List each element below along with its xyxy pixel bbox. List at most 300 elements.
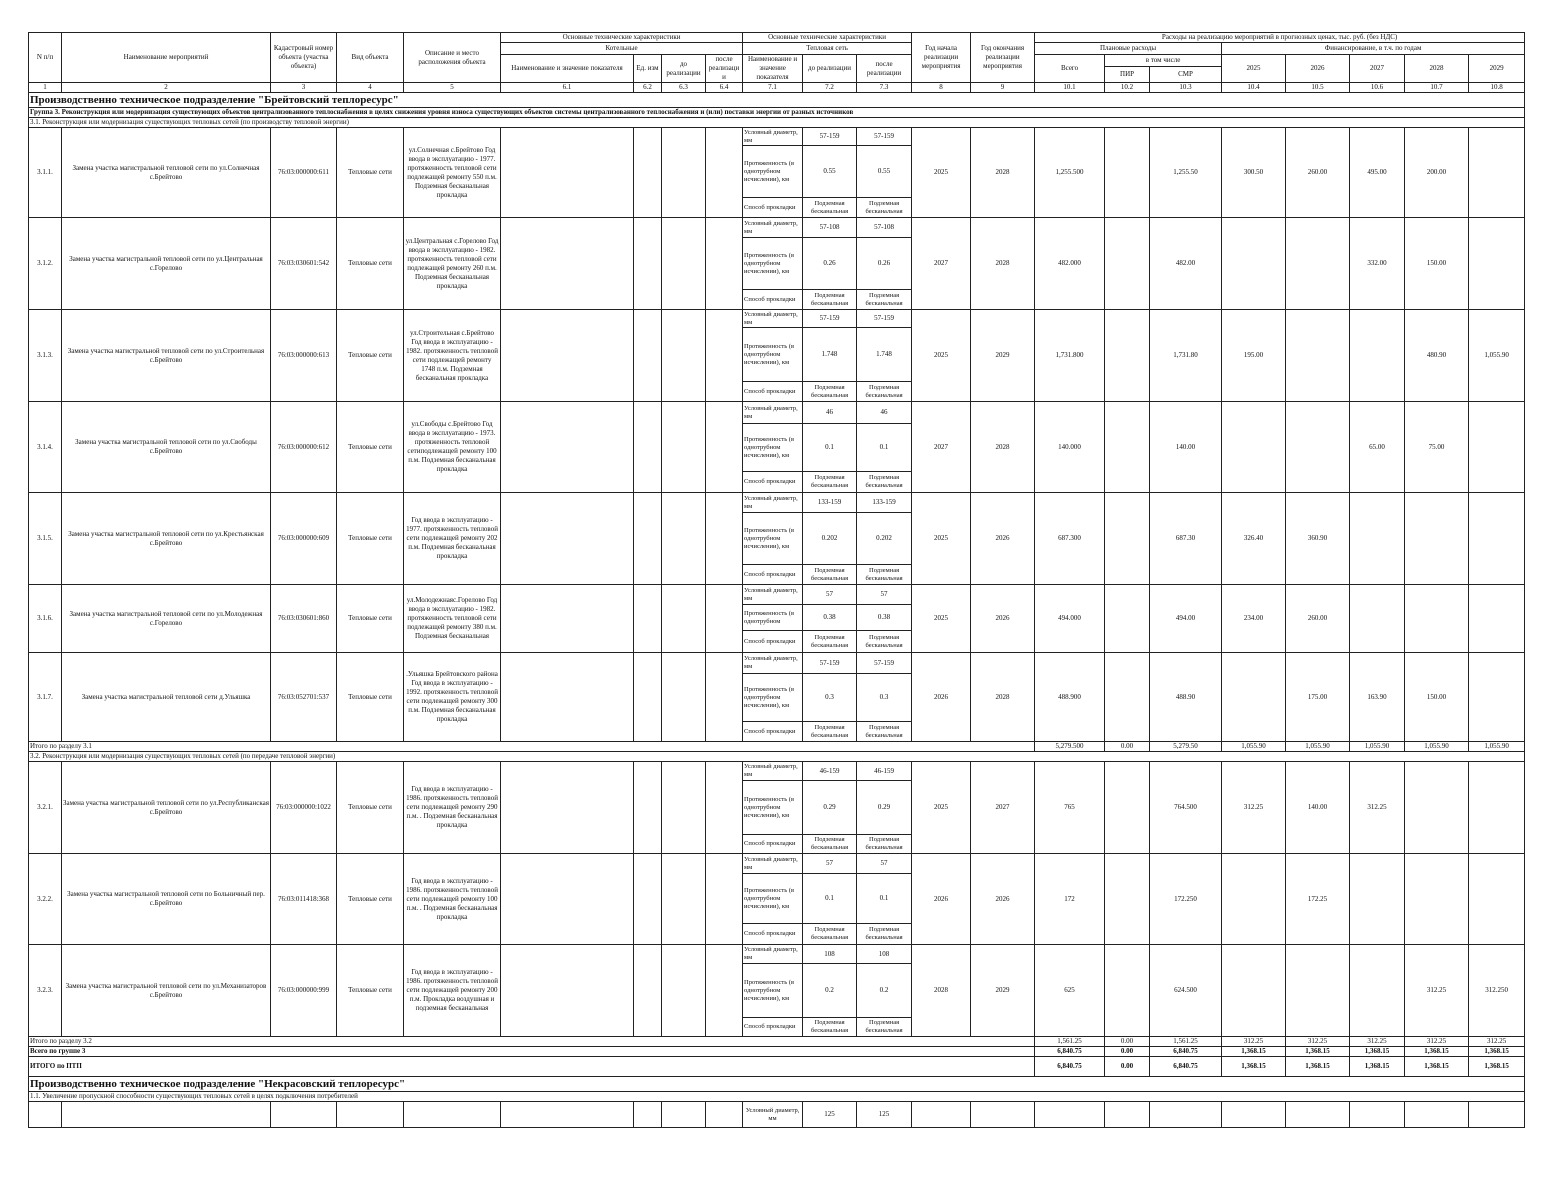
item-cadastre: 76:03:052701:537	[271, 653, 337, 742]
method-label: Способ прокладки	[743, 722, 803, 742]
financing-2027	[1350, 945, 1405, 1037]
financing-2025	[1222, 218, 1286, 310]
item-description: Год ввода в эксплуатацию - 1986. протяженность тепловой сети подлежащей ремонту 200 п.м. Прокладка воздушная и подземная бесканальная	[404, 945, 501, 1037]
length-label: Протяженность (в однотрубном	[743, 605, 803, 631]
diameter-after: 46	[857, 402, 912, 424]
item-number: 3.1.3.	[29, 310, 62, 402]
diameter-before: 125	[803, 1102, 857, 1128]
financing-2029	[1469, 402, 1525, 493]
financing-2025	[1222, 653, 1286, 742]
financing-2027	[1350, 310, 1405, 402]
total-2027: 1,368.15	[1350, 1047, 1405, 1057]
diameter-after: 57-108	[857, 218, 912, 238]
method-label: Способ прокладки	[743, 631, 803, 653]
cost-smr: 172.250	[1150, 854, 1222, 945]
total-2026: 1,055.90	[1286, 742, 1350, 752]
group-title-label: Группа 3. Реконструкция или модернизация существующих объектов централизованного теплоснабжения в целях снижения уровня износа существующих объектов системы централизованного теплоснабжения и (или) поставки энергии от разных источников	[29, 108, 1525, 118]
item-description: ул.Солнечная с.Брейтово Год ввода в эксплуатацию - 1977. протяженность тепловой сети подлежащей ремонту 550 п.м. Подземная бесканальная прокладка	[404, 128, 501, 218]
cost-total: 687.300	[1035, 493, 1105, 585]
total-2029: 1,368.15	[1469, 1047, 1525, 1057]
column-number: 10.6	[1350, 83, 1405, 93]
method-before: Подземная бесканальная	[803, 382, 857, 402]
group-total-row	[29, 1047, 1525, 1057]
total-2029: 312.25	[1469, 1037, 1525, 1047]
item-name: Замена участка магистральной тепловой сети по ул.Механизаторов с.Брейтово	[62, 945, 271, 1037]
total-2025: 1,368.15	[1222, 1047, 1286, 1057]
financing-2027	[1350, 585, 1405, 653]
table-row	[29, 1102, 1525, 1128]
length-label: Протяженность (в однотрубном исчислении), км	[743, 513, 803, 565]
financing-2029: 1,055.90	[1469, 310, 1525, 402]
total-2027: 1,055.90	[1350, 742, 1405, 752]
cost-pir	[1105, 762, 1150, 854]
year-header-2026: 2026	[1286, 55, 1350, 83]
diameter-before: 46	[803, 402, 857, 424]
subsection-title-label: 1.1. Увеличение пропускной способности существующих тепловых сетей в целях подключения потребителей	[29, 1092, 1525, 1102]
year-start: 2025	[912, 493, 971, 585]
method-before: Подземная бесканальная	[803, 722, 857, 742]
boiler-empty-cell	[706, 310, 743, 402]
item-number: 3.1.6.	[29, 585, 62, 653]
financing-2028	[1405, 762, 1469, 854]
item-cadastre: 76:03:000000:999	[271, 945, 337, 1037]
diameter-label: Условный диаметр, мм	[743, 218, 803, 238]
total-smr: 6,840.75	[1150, 1047, 1222, 1057]
financing-2026: 140.00	[1286, 762, 1350, 854]
cost-pir	[1105, 493, 1150, 585]
diameter-before: 57	[803, 585, 857, 605]
cost-total: 482.000	[1035, 218, 1105, 310]
boiler-empty-cell	[662, 128, 706, 218]
total-pir: 0.00	[1105, 742, 1150, 752]
boiler-empty-cell	[662, 945, 706, 1037]
empty-cell	[662, 1102, 706, 1128]
item-cadastre: 76:03:000000:612	[271, 402, 337, 493]
boiler-empty-cell	[706, 854, 743, 945]
item-type: Тепловые сети	[337, 945, 404, 1037]
column-number: 7.3	[857, 83, 912, 93]
item-cadastre: 76:03:000000:1022	[271, 762, 337, 854]
length-label: Протяженность (в однотрубном исчислении), км	[743, 238, 803, 290]
empty-cell	[404, 1102, 501, 1128]
year-header-2025: 2025	[1222, 55, 1286, 83]
table-row	[29, 128, 1525, 146]
year-end: 2028	[971, 653, 1035, 742]
diameter-after: 57-159	[857, 310, 912, 328]
length-after: 0.2	[857, 964, 912, 1018]
financing-2027: 65.00	[1350, 402, 1405, 493]
item-name: Замена участка магистральной тепловой сети по ул.Свободы с.Брейтово	[62, 402, 271, 493]
investment-program-table	[28, 32, 1524, 1128]
length-before: 0.29	[803, 781, 857, 835]
financing-2029	[1469, 493, 1525, 585]
boiler-empty-cell	[501, 310, 634, 402]
item-cadastre: 76:03:000000:611	[271, 128, 337, 218]
ptp-total-row	[29, 1057, 1525, 1077]
cost-pir	[1105, 310, 1150, 402]
column-number: 10.8	[1469, 83, 1525, 93]
empty-cell	[706, 1102, 743, 1128]
empty-cell	[1150, 1102, 1222, 1128]
column-number: 10.4	[1222, 83, 1286, 93]
item-name: Замена участка магистральной тепловой сети по ул.Республиканская с.Брейтово	[62, 762, 271, 854]
item-description: ул.Свободы с.Брейтово Год ввода в эксплуатацию - 1973. протяженность тепловой сетиподлежащей ремонту 100 п.м. Подземная бесканальная прокладка	[404, 402, 501, 493]
financing-2029	[1469, 653, 1525, 742]
length-label: Протяженность (в однотрубном исчислении), км	[743, 424, 803, 472]
item-number: 3.2.2.	[29, 854, 62, 945]
column-number: 1	[29, 83, 62, 93]
item-type: Тепловые сети	[337, 218, 404, 310]
total-pir: 0.00	[1105, 1037, 1150, 1047]
length-after: 0.26	[857, 238, 912, 290]
total-value: 5,279.500	[1035, 742, 1105, 752]
col-year-end-header: Год окончания реализации мероприятия	[971, 33, 1035, 83]
method-before: Подземная бесканальная	[803, 924, 857, 945]
year-end: 2029	[971, 310, 1035, 402]
diameter-before: 108	[803, 945, 857, 964]
boiler-empty-cell	[706, 762, 743, 854]
boiler-empty-cell	[634, 762, 662, 854]
subsection-title	[29, 118, 1525, 128]
boiler-empty-cell	[662, 585, 706, 653]
smr-header: СМР	[1150, 66, 1222, 82]
length-before: 0.1	[803, 424, 857, 472]
financing-2029	[1469, 585, 1525, 653]
heatnet-header: Тепловая сеть	[743, 43, 912, 55]
financing-2028: 150.00	[1405, 218, 1469, 310]
total-2026: 1,368.15	[1286, 1047, 1350, 1057]
financing-header: Финансирование, в т.ч. по годам	[1222, 43, 1525, 55]
boiler-empty-cell	[501, 762, 634, 854]
boiler-empty-cell	[501, 402, 634, 493]
financing-2026: 175.00	[1286, 653, 1350, 742]
boiler-empty-cell	[634, 493, 662, 585]
total-header: Всего	[1035, 55, 1105, 83]
item-type: Тепловые сети	[337, 310, 404, 402]
item-description: Год ввода в эксплуатацию - 1986. протяженность тепловой сети подлежащей ремонту 290 п.м. . Подземная бесканальная прокладка	[404, 762, 501, 854]
item-type: Тепловые сети	[337, 128, 404, 218]
total-smr: 6,840.75	[1150, 1057, 1222, 1077]
empty-cell	[971, 1102, 1035, 1128]
diameter-label: Условный диаметр, мм	[743, 1102, 803, 1128]
section-title-label: Производственно техническое подразделение "Брейтовский теплоресурс"	[29, 93, 1525, 108]
item-number: 3.2.1.	[29, 762, 62, 854]
length-before: 0.55	[803, 146, 857, 198]
subtotal-row	[29, 742, 1525, 752]
financing-2025: 326.40	[1222, 493, 1286, 585]
financing-2028: 480.90	[1405, 310, 1469, 402]
boiler-empty-cell	[662, 218, 706, 310]
method-before: Подземная бесканальная	[803, 631, 857, 653]
planned-header: Плановые расходы	[1035, 43, 1222, 55]
item-cadastre: 76:03:011418:368	[271, 854, 337, 945]
cost-pir	[1105, 402, 1150, 493]
empty-cell	[29, 1102, 62, 1128]
tech-header-heatnet: Основные технические характеристики	[743, 33, 912, 43]
boiler-empty-cell	[662, 762, 706, 854]
column-number: 7.1	[743, 83, 803, 93]
group-title	[29, 108, 1525, 118]
tech-header-boilers: Основные технические характеристики	[501, 33, 743, 43]
diameter-label: Условный диаметр, мм	[743, 854, 803, 874]
boiler-empty-cell	[706, 653, 743, 742]
length-label: Протяженность (в однотрубном исчислении), км	[743, 146, 803, 198]
method-label: Способ прокладки	[743, 1018, 803, 1037]
boiler-empty-cell	[501, 128, 634, 218]
item-cadastre: 76:03:030601:542	[271, 218, 337, 310]
length-after: 0.1	[857, 424, 912, 472]
year-start: 2028	[912, 945, 971, 1037]
total-value: 1,561.25	[1035, 1037, 1105, 1047]
col-name-header: Наименование мероприятий	[62, 33, 271, 83]
item-number: 3.1.5.	[29, 493, 62, 585]
total-2028: 1,055.90	[1405, 742, 1469, 752]
table-row	[29, 585, 1525, 605]
empty-cell	[634, 1102, 662, 1128]
empty-cell	[1105, 1102, 1150, 1128]
ptp-total-row-label: ИТОГО по ПТП	[29, 1057, 1035, 1077]
financing-2026	[1286, 218, 1350, 310]
length-label: Протяженность (в однотрубном исчислении), км	[743, 674, 803, 722]
cost-total: 765	[1035, 762, 1105, 854]
boiler-empty-cell	[662, 310, 706, 402]
diameter-label: Условный диаметр, мм	[743, 310, 803, 328]
item-name: Замена участка магистральной тепловой сети по ул.Крестьянская с.Брейтово	[62, 493, 271, 585]
boiler-empty-cell	[634, 128, 662, 218]
diameter-after: 57	[857, 585, 912, 605]
item-type: Тепловые сети	[337, 402, 404, 493]
item-name: Замена участка магистральной тепловой сети по ул.Центральная с.Горелово	[62, 218, 271, 310]
item-number: 3.1.1.	[29, 128, 62, 218]
length-label: Протяженность (в однотрубном исчислении), км	[743, 781, 803, 835]
boiler-empty-cell	[634, 585, 662, 653]
year-end: 2028	[971, 402, 1035, 493]
subtotal-row	[29, 1037, 1525, 1047]
column-number: 10.1	[1035, 83, 1105, 93]
financing-2025	[1222, 402, 1286, 493]
col-n-header: N п/п	[29, 33, 62, 83]
item-type: Тепловые сети	[337, 493, 404, 585]
length-label: Протяженность (в однотрубном исчислении), км	[743, 964, 803, 1018]
financing-2029	[1469, 128, 1525, 218]
length-after: 0.29	[857, 781, 912, 835]
financing-2026: 172.25	[1286, 854, 1350, 945]
column-number: 6.4	[706, 83, 743, 93]
boiler-empty-cell	[706, 402, 743, 493]
diameter-before: 57-108	[803, 218, 857, 238]
boiler-unit-header: Ед. изм	[634, 55, 662, 83]
boiler-empty-cell	[634, 402, 662, 493]
cost-pir	[1105, 945, 1150, 1037]
financing-2025: 234.00	[1222, 585, 1286, 653]
total-2026: 1,368.15	[1286, 1057, 1350, 1077]
item-cadastre: 76:03:000000:613	[271, 310, 337, 402]
year-start: 2025	[912, 585, 971, 653]
empty-cell	[1350, 1102, 1405, 1128]
financing-2027: 163.90	[1350, 653, 1405, 742]
year-end: 2027	[971, 762, 1035, 854]
boiler-empty-cell	[634, 218, 662, 310]
financing-2025: 195.00	[1222, 310, 1286, 402]
total-smr: 5,279.50	[1150, 742, 1222, 752]
total-2025: 1,368.15	[1222, 1057, 1286, 1077]
group-total-row-label: Всего по группе 3	[29, 1047, 1035, 1057]
financing-2028: 200.00	[1405, 128, 1469, 218]
length-before: 1.748	[803, 328, 857, 382]
year-end: 2026	[971, 585, 1035, 653]
section-title	[29, 1077, 1525, 1092]
diameter-label: Условный диаметр, мм	[743, 653, 803, 674]
column-number: 6.3	[662, 83, 706, 93]
financing-2028	[1405, 493, 1469, 585]
financing-2026: 260.00	[1286, 128, 1350, 218]
col-desc-header: Описание и место расположения объекта	[404, 33, 501, 83]
financing-2026	[1286, 310, 1350, 402]
total-2027: 312.25	[1350, 1037, 1405, 1047]
boiler-empty-cell	[662, 402, 706, 493]
method-before: Подземная бесканальная	[803, 472, 857, 493]
boiler-empty-cell	[662, 493, 706, 585]
year-start: 2026	[912, 854, 971, 945]
column-number: 4	[337, 83, 404, 93]
length-before: 0.38	[803, 605, 857, 631]
boiler-empty-cell	[706, 493, 743, 585]
total-2025: 312.25	[1222, 1037, 1286, 1047]
boiler-empty-cell	[706, 585, 743, 653]
boiler-empty-cell	[706, 128, 743, 218]
method-before: Подземная бесканальная	[803, 198, 857, 218]
total-2028: 312.25	[1405, 1037, 1469, 1047]
column-number: 10.2	[1105, 83, 1150, 93]
column-number: 6.1	[501, 83, 634, 93]
diameter-before: 57	[803, 854, 857, 874]
item-description: ул.Строительная с.Брейтово Год ввода в эксплуатацию - 1982. протяженность тепловой сети подлежащей ремонту 1748 п.м. Подземная бесканальная прокладка	[404, 310, 501, 402]
item-number: 3.2.3.	[29, 945, 62, 1037]
length-after: 0.55	[857, 146, 912, 198]
method-after: Подземная бесканальная	[857, 924, 912, 945]
financing-2025	[1222, 945, 1286, 1037]
method-label: Способ прокладки	[743, 290, 803, 310]
length-before: 0.1	[803, 874, 857, 924]
boiler-empty-cell	[501, 854, 634, 945]
item-description: Год ввода в эксплуатацию - 1977. протяженность тепловой сети подлежащей ремонту 202 п.м. Подземная бесканальная прокладка	[404, 493, 501, 585]
diameter-label: Условный диаметр, мм	[743, 128, 803, 146]
length-before: 0.202	[803, 513, 857, 565]
cost-pir	[1105, 585, 1150, 653]
financing-2029	[1469, 854, 1525, 945]
item-name: Замена участка магистральной тепловой сети по Больничный пер. с.Брейтово	[62, 854, 271, 945]
diameter-after: 57	[857, 854, 912, 874]
financing-2028: 150.00	[1405, 653, 1469, 742]
method-label: Способ прокладки	[743, 472, 803, 493]
diameter-label: Условный диаметр, мм	[743, 945, 803, 964]
cost-smr: 482.00	[1150, 218, 1222, 310]
boiler-empty-cell	[706, 218, 743, 310]
cost-total: 494.000	[1035, 585, 1105, 653]
column-number: 9	[971, 83, 1035, 93]
total-value: 6,840.75	[1035, 1047, 1105, 1057]
pir-header: ПИР	[1105, 66, 1150, 82]
length-after: 1.748	[857, 328, 912, 382]
boiler-empty-cell	[662, 653, 706, 742]
column-number: 6.2	[634, 83, 662, 93]
boiler-empty-cell	[706, 945, 743, 1037]
method-before: Подземная бесканальная	[803, 1018, 857, 1037]
method-label: Способ прокладки	[743, 924, 803, 945]
total-pir: 0.00	[1105, 1047, 1150, 1057]
total-2025: 1,055.90	[1222, 742, 1286, 752]
method-after: Подземная бесканальная	[857, 631, 912, 653]
table-row	[29, 218, 1525, 238]
method-label: Способ прокладки	[743, 198, 803, 218]
method-label: Способ прокладки	[743, 382, 803, 402]
subsection-title-label: 3.1. Реконструкция или модернизация существующих тепловых сетей (по производству тепловой энергии)	[29, 118, 1525, 128]
year-header-2028: 2028	[1405, 55, 1469, 83]
financing-2025	[1222, 854, 1286, 945]
empty-cell	[912, 1102, 971, 1128]
diameter-label: Условный диаметр, мм	[743, 493, 803, 513]
item-description: ул.Молодежнаяс.Горелово Год ввода в эксплуатацию - 1982. протяженность тепловой сети подлежащей ремонту 380 п.м. Подземная бесканальная	[404, 585, 501, 653]
boiler-empty-cell	[634, 653, 662, 742]
item-name: Замена участка магистральной тепловой сети по ул.Солнечная с.Брейтово	[62, 128, 271, 218]
col-cadastre-header: Кадастровый номер объекта (участка объекта)	[271, 33, 337, 83]
cost-smr: 1,731.80	[1150, 310, 1222, 402]
financing-2028: 75.00	[1405, 402, 1469, 493]
boiler-after-header: после реализации	[706, 55, 743, 83]
financing-2026: 360.90	[1286, 493, 1350, 585]
financing-2027: 312.25	[1350, 762, 1405, 854]
total-value: 6,840.75	[1035, 1057, 1105, 1077]
year-end: 2026	[971, 854, 1035, 945]
length-before: 0.2	[803, 964, 857, 1018]
method-before: Подземная бесканальная	[803, 835, 857, 854]
financing-2027	[1350, 493, 1405, 585]
method-after: Подземная бесканальная	[857, 835, 912, 854]
diameter-before: 46-159	[803, 762, 857, 781]
boiler-empty-cell	[662, 854, 706, 945]
subsection-title	[29, 752, 1525, 762]
year-start: 2025	[912, 762, 971, 854]
item-number: 3.1.7.	[29, 653, 62, 742]
year-end: 2028	[971, 128, 1035, 218]
empty-cell	[1286, 1102, 1350, 1128]
boiler-empty-cell	[501, 653, 634, 742]
total-pir: 0.00	[1105, 1057, 1150, 1077]
boiler-empty-cell	[634, 854, 662, 945]
boiler-empty-cell	[501, 493, 634, 585]
section-title-label: Производственно техническое подразделение "Некрасовский теплоресурс"	[29, 1077, 1525, 1092]
cost-total: 1,731.800	[1035, 310, 1105, 402]
method-label: Способ прокладки	[743, 565, 803, 585]
total-smr: 1,561.25	[1150, 1037, 1222, 1047]
incl-header: в том числе	[1105, 55, 1222, 67]
cost-pir	[1105, 218, 1150, 310]
year-end: 2028	[971, 218, 1035, 310]
item-name: Замена участка магистральной тепловой сети по ул.Строительная с.Брейтово	[62, 310, 271, 402]
table-row	[29, 402, 1525, 424]
total-2027: 1,368.15	[1350, 1057, 1405, 1077]
empty-cell	[271, 1102, 337, 1128]
item-type: Тепловые сети	[337, 762, 404, 854]
cost-total: 1,255.500	[1035, 128, 1105, 218]
cost-smr: 1,255.50	[1150, 128, 1222, 218]
financing-2025: 300.50	[1222, 128, 1286, 218]
year-start: 2027	[912, 402, 971, 493]
item-name: Замена участка магистральной тепловой сети д.Ульяшка	[62, 653, 271, 742]
cost-smr: 140.00	[1150, 402, 1222, 493]
cost-total: 488.900	[1035, 653, 1105, 742]
method-after: Подземная бесканальная	[857, 382, 912, 402]
